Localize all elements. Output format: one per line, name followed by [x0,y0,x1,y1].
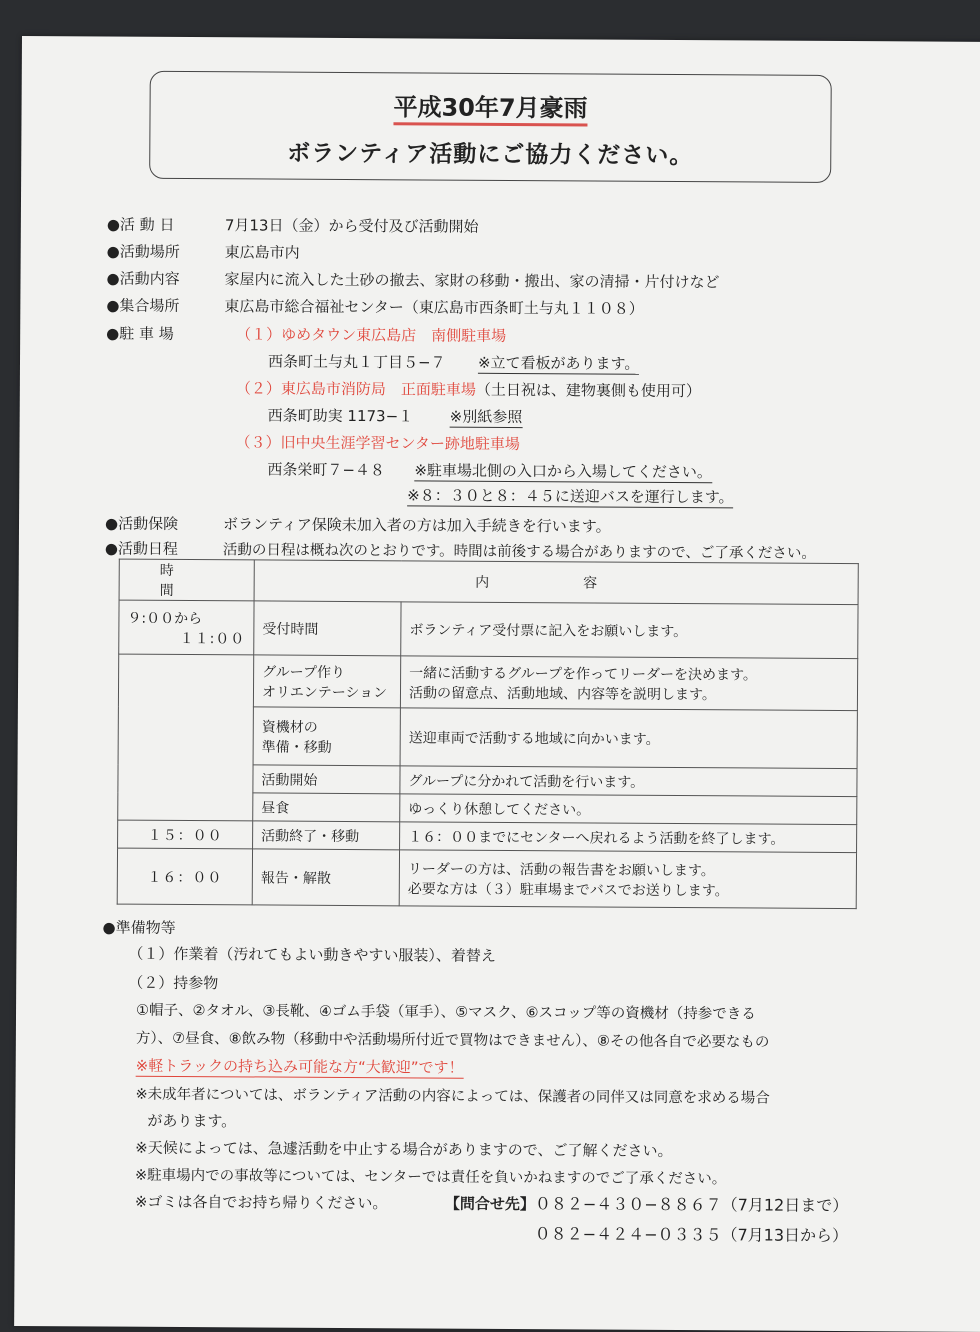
info-value-date: 7月13日（金）から受付及び活動開始 [224,216,479,236]
header-time: 時 間 [119,559,254,601]
title-box [149,71,832,183]
insurance-label: ●活動保険 [104,514,179,533]
item-cell: 報告・解散 [252,849,399,906]
parking-lot-2-suffix: （土日祝は、建物裏側も使用可） [475,380,701,401]
title-line1: 平成30年7月豪雨 [150,86,830,125]
time-cell-empty [118,654,254,821]
parking-lot-3-note-2: ※８：３０と８：４５に送迎バスを運行します。 [407,486,734,507]
time-cell: １５：００ [118,820,253,849]
parking-lot-2 [236,377,701,401]
table-row [119,600,858,659]
parking-lot-2-note: ※別紙参照 [449,407,523,427]
schedule-table [117,559,859,910]
parking-lot-3-name: （３）旧中央生涯学習センター跡地駐車場 [235,433,520,454]
time-cell: ９:００から １１:００ [119,600,254,655]
desc-cell: ボランティア受付票に記入をお願いします。 [401,602,858,659]
table-row [117,848,856,909]
info-value-meeting: 東広島市総合福祉センター（東広島市西条町土与丸１１０８） [224,297,644,318]
parking-lot-2-address: 西条町助実 1173−１ [267,406,414,426]
title-line2: ボランティア活動にご協力ください。 [287,140,694,170]
supplies-label: ●準備物等 [102,918,176,937]
info-label-date: ●活 動 日 [106,215,175,234]
desc-cell: 送迎車両で活動する地域に向かいます。 [400,708,857,769]
contact-label: 【問合せ先】 [444,1194,535,1214]
table-header [119,559,858,605]
info-value-content: 家屋内に流入した土砂の撤去、家財の移動・搬出、家の清掃・片付けなど [224,270,720,292]
item-cell: 資機材の 準備・移動 [253,707,400,766]
note-minor-1: ※未成年者については、ボランティア活動の内容によっては、保護者の同伴又は同意を求める場合 [135,1086,770,1107]
desc-cell: ゆっくり休憩してください。 [400,794,857,825]
parking-label: ●駐 車 場 [106,324,174,343]
contact-phone-2: ０８２−４２４−０３３５（7月13日から） [534,1224,849,1246]
table-row [118,820,857,853]
parking-lot-3-address: 西条栄町７−４８ [267,460,385,480]
parking-lot-1-note: ※立て看板があります。 [477,353,640,373]
note-weather: ※天候によっては、急遽活動を中止する場合がありますので、ご了解ください。 [135,1138,673,1160]
note-trash: ※ゴミは各自でお持ち帰りください。 [134,1192,388,1213]
supplies-item-2: （２）持参物 [128,973,219,993]
supplies-list-2: 方）、⑦昼食、⑧飲み物（移動中や活動場所付近で買物はできません）、⑧その他各自で必要なもの [135,1030,770,1051]
item-cell: グループ作り オリエンテーション [253,655,400,708]
supplies-list-1: ①帽子、②タオル、③長靴、④ゴム手袋（軍手）、⑤マスク、⑥スコップ等の資機材（持参できる [135,1002,756,1023]
parking-lot-3-note-1: ※駐車場北側の入口から入場してください。 [414,461,712,482]
item-cell: 昼食 [253,793,400,822]
item-cell: 活動開始 [253,765,400,794]
info-label-content: ●活動内容 [106,269,180,288]
supplies-item-1: （１）作業着（汚れてもよい動きやすい服装）、着替え [128,944,496,965]
parking-lot-1-address: 西条町土与丸１丁目５−７ [267,352,446,372]
note-truck: ※軽トラックの持ち込み可能な方“大歓迎”です！ [135,1056,464,1077]
insurance-value: ボランティア保険未加入者の方は加入手続きを行います。 [222,515,611,536]
schedule-label: ●活動日程 [104,539,179,558]
desc-cell: １６：００までにセンターへ戻れるよう活動を終了します。 [400,822,857,853]
item-cell: 受付時間 [254,601,401,656]
flyer-sheet [14,36,980,1332]
schedule-intro: 活動の日程は概ね次のとおりです。時間は前後する場合がありますので、ご了承ください。 [222,542,816,562]
time-cell: １６：００ [117,848,252,905]
info-label-meeting: ●集合場所 [106,296,180,315]
note-accident: ※駐車場内での事故等については、センターでは責任を負いかねますのでご了承ください。 [134,1167,727,1188]
info-value-place: 東広島市内 [224,243,300,262]
desc-cell: グループに分かれて活動を行います。 [400,766,857,797]
note-minor-2: があります。 [147,1111,237,1131]
header-content: 内 容 [254,560,858,605]
parking-lot-2-name: （２）東広島市消防局 正面駐車場 [235,379,476,399]
item-cell: 活動終了・移動 [253,821,400,850]
info-label-place: ●活動場所 [106,242,180,261]
contact-phone-1: ０８２−４３０−８８６７（7月12日まで） [534,1194,849,1216]
desc-cell: 一緒に活動するグループを作ってリーダーを決めます。 活動の留意点、活動地域、内容等を説明します。 [400,656,857,711]
parking-lot-1-name: （１）ゆめタウン東広島店 南側駐車場 [236,325,507,345]
desc-cell: リーダーの方は、活動の報告書をお願いします。 必要な方は（３）駐車場までバスでお送りします。 [399,850,856,909]
table-row [118,654,857,711]
